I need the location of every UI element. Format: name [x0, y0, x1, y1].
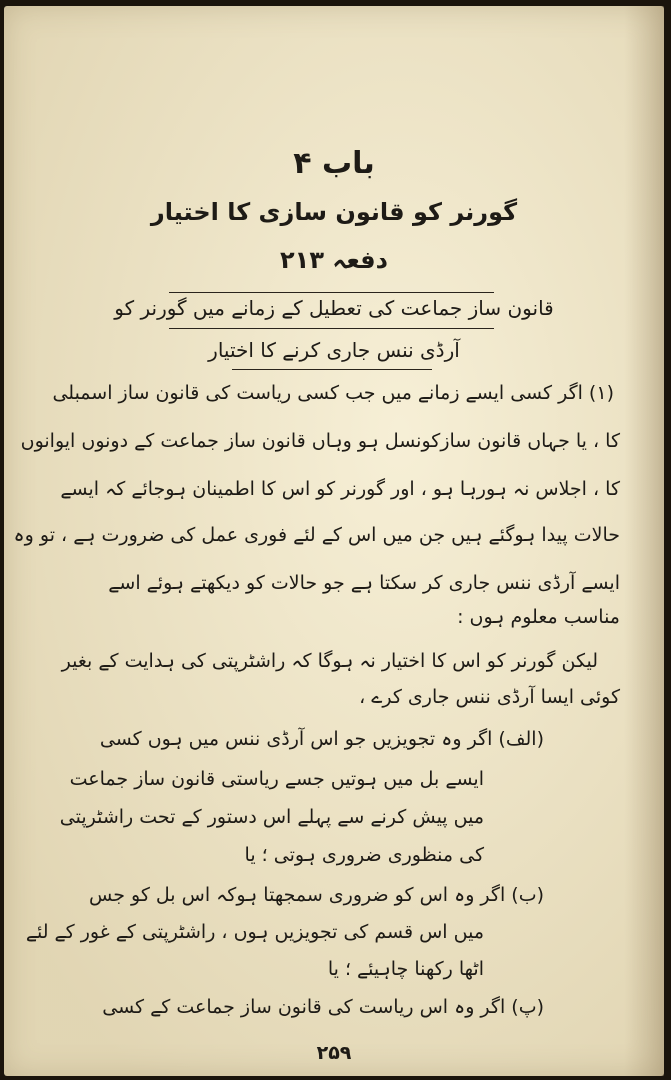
clause-a-line: میں پیش کرنے سے پہلے اس دستور کے تحت راشٹرپتی	[59, 806, 484, 828]
heading-bottom-rule	[232, 369, 432, 370]
clause-a-line: (الف) اگر وہ تجویزیں جو اس آرڈی ننس میں ہوں کسی	[99, 728, 544, 750]
clause-p-line: (پ) اگر وہ اس ریاست کی قانون ساز جماعت کے کسی	[102, 996, 544, 1018]
clause-b-line: میں اس قسم کی تجویزیں ہوں ، راشٹرپتی کے غور کے لئے	[25, 921, 484, 943]
paragraph-1-line: حالات پیدا ہوگئے ہیں جن میں اس کے لئے فوری عمل کی ضرورت ہے ، تو وہ	[13, 524, 620, 546]
paragraph-1-line: مناسب معلوم ہوں :	[457, 606, 620, 628]
section-number: دفعہ ۲۱۳	[280, 246, 388, 274]
heading-line-1: قانون ساز جماعت کی تعطیل کے زمانے میں گورنر کو	[114, 296, 554, 320]
book-page	[4, 6, 664, 1076]
paragraph-1-line: کا ، یا جہاں قانون سازکونسل ہو وہاں قانون ساز جماعت کے دونوں ایوانوں	[20, 430, 620, 452]
clause-a-line: ایسے بل میں ہوتیں جسے ریاستی قانون ساز جماعت	[69, 768, 484, 790]
paragraph-1-line: (۱) اگر کسی ایسے زمانے میں جب کسی ریاست کی قانون ساز اسمبلی	[52, 382, 614, 404]
heading-top-rule	[169, 292, 494, 293]
paragraph-1-line: کا ، اجلاس نہ ہورہا ہو ، اور گورنر کو اس کا اطمینان ہوجائے کہ ایسے	[60, 478, 620, 500]
heading-line-2: آرڈی ننس جاری کرنے کا اختیار	[208, 338, 460, 362]
proviso-line: کوئی ایسا آرڈی ننس جاری کرے ،	[359, 686, 620, 708]
clause-b-line: (ب) اگر وہ اس کو ضروری سمجھتا ہوکہ اس بل کو جس	[89, 884, 544, 906]
clause-b-line: اٹھا رکھنا چاہیئے ؛ یا	[327, 958, 484, 980]
chapter-title: گورنر کو قانون سازی کا اختیار	[150, 198, 518, 226]
clause-a-line: کی منظوری ضروری ہوتی ؛ یا	[244, 844, 484, 866]
heading-middle-rule	[169, 328, 494, 329]
page-number: ۲۵۹	[316, 1042, 352, 1064]
paragraph-1-line: ایسے آرڈی ننس جاری کر سکتا ہے جو حالات کو دیکھتے ہوئے اسے	[108, 572, 620, 594]
proviso-line: لیکن گورنر کو اس کا اختیار نہ ہوگا کہ راشٹرپتی کی ہدایت کے بغیر	[61, 650, 598, 672]
chapter-label: باب ۴	[293, 146, 375, 181]
